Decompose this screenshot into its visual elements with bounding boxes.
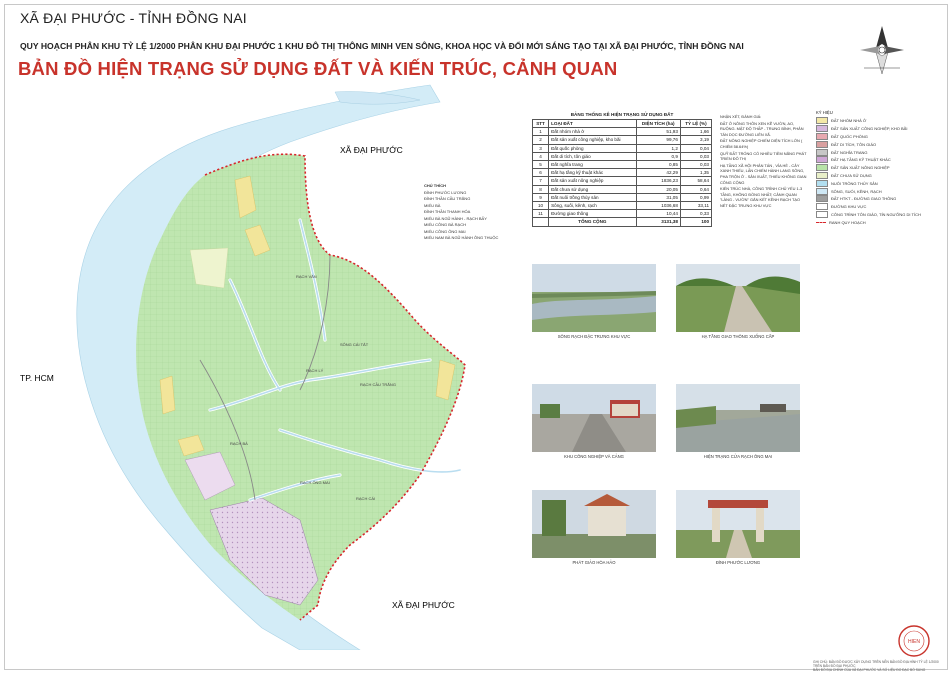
- legend-label: ĐẤT HẠ TẦNG KỸ THUẬT KHÁC: [831, 157, 891, 163]
- legend-item: [816, 187, 940, 195]
- cell-area: 1036,68: [636, 202, 680, 210]
- legend-label: ĐẤT SẢN XUẤT NÔNG NGHIỆP: [831, 165, 890, 171]
- cell-type: Đất hạ tầng kỹ thuật khác: [549, 169, 637, 177]
- legend-item: [816, 218, 940, 226]
- cell-ratio: 0,04: [680, 144, 711, 152]
- photo-river[interactable]: [532, 264, 656, 332]
- cell-stt: 4: [533, 152, 549, 160]
- cell-ratio: 0,64: [680, 185, 711, 193]
- cell-type: TỔNG CỘNG: [549, 218, 637, 226]
- cell-area: 3131,38: [636, 218, 680, 226]
- photo-canal-mouth[interactable]: [676, 384, 800, 452]
- photo-caption: ĐÌNH PHƯỚC LƯƠNG: [715, 560, 761, 565]
- cell-stt: 3: [533, 144, 549, 152]
- footer-line: GHI CHÚ: BẢN ĐỒ ĐƯỢC XÂY DỰNG TRÊN NỀN BẢN ĐỒ ĐỊA HÌNH TỶ LỆ 1/2000 TRÊN BẢN ĐỒ ĐẠI PHƯỚC: [813, 660, 939, 668]
- legend-label: ĐẤT HTKT - ĐƯỜNG GIAO THÔNG: [831, 196, 897, 202]
- table-total-row: [533, 218, 712, 226]
- legend-item: [816, 195, 940, 203]
- cell-ratio: 58,64: [680, 177, 711, 185]
- note-item: MIẾU BÀ NGŨ HÀNH - RẠCH BẤY: [424, 215, 487, 221]
- legend-label: ĐƯỜNG KHU VỰC: [831, 204, 867, 210]
- cell-ratio: 0,03: [680, 152, 711, 160]
- cell-type: Đất sản xuất nông nghiệp: [549, 177, 637, 185]
- table-row: [533, 202, 712, 210]
- table-row: [533, 152, 712, 160]
- photo-caption: KHU CÔNG NGHIỆP VÀ CẢNG: [564, 454, 624, 459]
- stamp-text: HIEN: [908, 639, 920, 645]
- map-title: BẢN ĐỒ HIỆN TRẠNG SỬ DỤNG ĐẤT VÀ KIẾN TRÚC, CẢNH QUAN: [18, 58, 618, 79]
- north-arrow-icon: [852, 20, 912, 80]
- legend-swatch: [816, 125, 828, 132]
- cell-type: Đất nuôi trồng thủy sản: [549, 193, 637, 201]
- cell-stt: 1: [533, 128, 549, 136]
- stats-table: [532, 119, 712, 227]
- legend-item: [816, 140, 940, 148]
- plan-subtitle: QUY HOẠCH PHÂN KHU TỶ LỆ 1/2000 PHÂN KHU ĐẠI PHƯỚC 1 KHU ĐÔ THỊ THÔNG MINH VEN SÔNG, KHOA HỌC VÀ ĐỔI MỚI SÁNG TẠO TẠI XÃ ĐẠI PHƯỚC, TỈNH ĐỒNG NAI: [20, 41, 744, 51]
- col-header: DIỆN TÍCH (ha): [636, 120, 680, 128]
- cell-area: 0,85: [636, 161, 680, 169]
- cell-ratio: 0,03: [680, 161, 711, 169]
- photo-phuoc-luong-temple[interactable]: [676, 490, 800, 558]
- legend-swatch: [816, 149, 828, 156]
- legend-label: ĐẤT NHÓM NHÀ Ở: [831, 118, 867, 124]
- legend-swatch: [816, 141, 828, 148]
- col-header: TỶ LỆ (%): [680, 120, 711, 128]
- legend-title: KÝ HIỆU: [816, 110, 833, 115]
- assessment-item: HẠ TẦNG XÃ HỘI PHÂN TÁN , VỈA HÈ - CÂY XANH THIẾU, LẤN CHIẾM HÀNH LANG SÔNG, PHA TRỘN Ở - SẢN XUẤT, THIẾU KHÔNG GIAN CÔNG CỘNG: [720, 162, 807, 185]
- cell-ratio: 1,66: [680, 128, 711, 136]
- stats-caption: BẢNG THỐNG KÊ HIỆN TRẠNG SỬ DỤNG ĐẤT: [570, 112, 674, 117]
- photo-road[interactable]: [676, 264, 800, 332]
- land-use-stats: [532, 112, 712, 227]
- canal-label-2: SÔNG CÁI TẮT: [340, 342, 369, 347]
- legend-item: [816, 125, 940, 133]
- col-header: LOẠI ĐẤT: [549, 120, 637, 128]
- cell-type: Đất sản xuất công nghiệp, kho bãi: [549, 136, 637, 144]
- photo-caption: SÔNG RẠCH ĐẶC TRƯNG KHU VỰC: [557, 334, 631, 339]
- map-legend: [816, 110, 940, 226]
- cell-stt: 6: [533, 169, 549, 177]
- cell-area: 0,9: [636, 152, 680, 160]
- legend-item: [816, 156, 940, 164]
- photo-hoa-hao-temple[interactable]: [532, 490, 656, 558]
- legend-label: ĐẤT QUỐC PHÒNG: [831, 133, 868, 139]
- cell-ratio: 33,11: [680, 202, 711, 210]
- photo-industrial-port[interactable]: [532, 384, 656, 452]
- table-row: [533, 136, 712, 144]
- cell-area: 42,29: [636, 169, 680, 177]
- legend-item: [816, 211, 940, 219]
- label-top: XÃ ĐẠI PHƯỚC: [340, 145, 403, 155]
- canal-label-6: RẠCH LÝ: [306, 368, 324, 373]
- legend-swatch: [816, 203, 828, 210]
- legend-swatch: [816, 164, 828, 171]
- cell-area: 20,05: [636, 185, 680, 193]
- note-item: MIẾU NAM BÀ NGŨ HÀNH ÔNG THUỘC: [424, 235, 499, 240]
- legend-item: [816, 164, 940, 172]
- col-header: STT: [533, 120, 549, 128]
- legend-label: ĐẤT CHƯA SỬ DỤNG: [831, 172, 872, 178]
- legend-swatch: [816, 211, 828, 218]
- note-item: MIẾU CÔNG BÀ RẠCH: [424, 222, 467, 227]
- table-row: [533, 177, 712, 185]
- assessment-item: ĐẤT Ở NÔNG THÔN XEN KẼ VƯỜN, AO, RUỘNG. MẬT ĐỘ THẤP - TRUNG BÌNH, PHÂN TÁN DỌC ĐƯỜNG LIÊN XÃ.: [720, 120, 804, 137]
- table-row: [533, 161, 712, 169]
- place-heading: XÃ ĐẠI PHƯỚC - TỈNH ĐỒNG NAI: [20, 10, 247, 26]
- assessment-item: ĐẤT NÔNG NGHIỆP CHIẾM DIỆN TÍCH LỚN ( CHIẾM 58.64%): [720, 138, 803, 149]
- land-use-map[interactable]: [0, 80, 520, 650]
- legend-swatch: [816, 222, 826, 223]
- cell-stt: 2: [533, 136, 549, 144]
- legend-label: SÔNG, SUỐI, KÊNH, RẠCH: [831, 188, 882, 194]
- table-row: [533, 144, 712, 152]
- canal-label-1: RẠCH ÔNG MAI: [300, 480, 330, 485]
- note-item: MIẾU CÔNG ÔNG MAI: [424, 228, 466, 234]
- canal-label-5: RẠCH VĂN: [296, 274, 317, 279]
- note-item: MIẾU BÀ: [424, 202, 441, 208]
- canal-label-3: RẠCH CẦU TRĂNG: [360, 382, 396, 387]
- cell-type: Sông, suối, kênh, rạch: [549, 202, 637, 210]
- legend-swatch: [816, 117, 828, 124]
- cell-area: 31,05: [636, 193, 680, 201]
- canal-label-4: RẠCH BÁ: [230, 441, 248, 446]
- cell-type: Đất quốc phòng: [549, 144, 637, 152]
- legend-item: [816, 133, 940, 141]
- cell-stt: 11: [533, 210, 549, 218]
- cell-ratio: 3,19: [680, 136, 711, 144]
- legend-label: ĐẤT NGHĨA TRANG: [831, 149, 868, 155]
- cell-stt: 8: [533, 185, 549, 193]
- cell-type: Đất di tích, tôn giáo: [549, 152, 637, 160]
- legend-item: [816, 172, 940, 180]
- table-row: [533, 169, 712, 177]
- cell-area: 1836,23: [636, 177, 680, 185]
- legend-item: [816, 179, 940, 187]
- cell-stt: 5: [533, 161, 549, 169]
- legend-swatch: [816, 172, 828, 179]
- note-item: ĐÌNH PHƯỚC LƯƠNG: [424, 189, 467, 195]
- legend-items: [816, 117, 940, 226]
- photo-caption: PHÁT GIẢO HÒA HẢO: [572, 560, 616, 565]
- legend-swatch: [816, 180, 828, 187]
- assessment-notes: [720, 114, 808, 210]
- canal-label-7: RẠCH CÁI: [356, 496, 376, 501]
- map-notes: [424, 183, 498, 242]
- photo-caption: HẠ TẦNG GIAO THÔNG XUỐNG CẤP: [701, 334, 775, 339]
- label-west: TP. HCM: [20, 373, 54, 383]
- legend-item: [816, 148, 940, 156]
- unused-land-patch: [190, 248, 228, 288]
- cell-type: Đường giao thông: [549, 210, 637, 218]
- assessment-item: KIẾN TRÚC NHÀ, CÔNG TRÌNH CHỦ YẾU 1-3 TẦNG, KHÔNG ĐỒNG NHẤT; CẢNH QUAN "LÀNG - VƯỜN" GẮN KẾT KÊNH RẠCH TẠO NÉT ĐẶC TRƯNG KHU VỰC: [720, 186, 803, 208]
- notes-title: CHÚ THÍCH: [424, 183, 446, 188]
- cell-ratio: 1,35: [680, 169, 711, 177]
- cell-ratio: 0,99: [680, 193, 711, 201]
- legend-swatch: [816, 195, 828, 202]
- cell-ratio: 0,33: [680, 210, 711, 218]
- cell-stt: [533, 218, 549, 226]
- table-row: [533, 193, 712, 201]
- legend-label: NUÔI TRỒNG THỦY SẢN: [831, 180, 878, 186]
- legend-label: CÔNG TRÌNH TÔN GIÁO, TÍN NGƯỠNG DI TÍCH: [831, 211, 921, 217]
- legend-label: ĐẤT SẢN XUẤT CÔNG NGHIỆP, KHO BÃI: [831, 126, 908, 132]
- footer-line: BẢN ĐỒ ĐỊA CHÍNH CỦA XÃ ĐẠI PHƯỚC VÀ SỐ LIỆU ĐO ĐẠC BỔ SUNG: [813, 668, 926, 672]
- cell-area: 51,93: [636, 128, 680, 136]
- cell-stt: 7: [533, 177, 549, 185]
- assessment-title: NHẬN XÉT, ĐÁNH GIÁ:: [720, 114, 762, 119]
- cell-type: Đất nhóm nhà ở: [549, 128, 637, 136]
- legend-item: [816, 117, 940, 125]
- cell-area: 10,44: [636, 210, 680, 218]
- cell-ratio: 100: [680, 218, 711, 226]
- legend-label: RANH QUY HOẠCH: [829, 219, 866, 225]
- cell-area: 1,2: [636, 144, 680, 152]
- photo-caption: HIỆN TRẠNG CỬA RẠCH ÔNG MAI: [703, 454, 773, 459]
- table-row: [533, 185, 712, 193]
- legend-label: ĐẤT DI TÍCH, TÔN GIÁO: [831, 141, 877, 147]
- note-item: ĐÌNH THẦN CẦU TRĂNG: [424, 196, 471, 201]
- legend-swatch: [816, 188, 828, 195]
- table-header-row: [533, 120, 712, 128]
- legend-swatch: [816, 133, 828, 140]
- cell-type: Đất nghĩa trang: [549, 161, 637, 169]
- cell-stt: 9: [533, 193, 549, 201]
- table-row: [533, 128, 712, 136]
- note-item: ĐÌNH THẦN THANH HÓA: [424, 209, 471, 214]
- footer-notes: [813, 660, 943, 672]
- legend-item: [816, 203, 940, 211]
- cell-type: Đất chưa sử dụng: [549, 185, 637, 193]
- assessment-item: QUỸ ĐẤT TRỐNG CÓ NHIỀU TIỀM NĂNG PHÁT TRIỂN ĐÔ THỊ: [720, 150, 807, 162]
- cell-stt: 10: [533, 202, 549, 210]
- legend-swatch: [816, 156, 828, 163]
- approval-stamp: [897, 624, 931, 658]
- label-bottom: XÃ ĐẠI PHƯỚC: [392, 600, 455, 610]
- cell-area: 99,76: [636, 136, 680, 144]
- table-row: [533, 210, 712, 218]
